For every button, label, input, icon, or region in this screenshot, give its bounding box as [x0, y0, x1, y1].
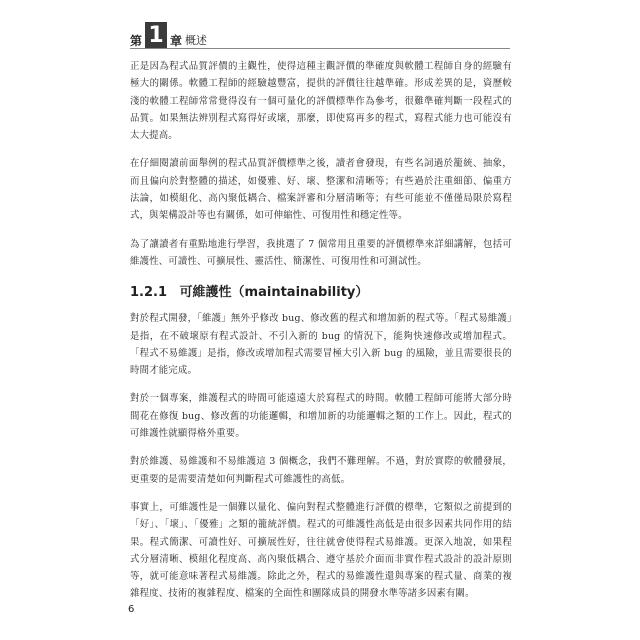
body-text — [130, 58, 512, 614]
paragraph: 對於程式開發，「維護」無外乎修改 bug、修改舊的程式和增加新的程式等。「程式易維護」是指，在不破壞原有程式設計、不引入新的 bug 的情況下，能夠快速修改或增加程式。「程式不易維護」是指，修改或增加程式需要冒極大引入新 bug 的風險，並且需要很長的時間才能完成。 — [130, 313, 512, 377]
chapter-suffix: 章 — [170, 34, 183, 48]
paragraph: 事實上，可維護性是一個難以量化、偏向對程式整體進行評價的標準，它類似之前提到的「好」、「壞」、「優雅」之類的籠統評價。程式的可維護性高低是由很多因素共同作用的結果。程式簡潔、可讀性好、可擴展性好，往往就會使得程式易維護。更深入地說，如果程式分層清晰、模組化程度高、高內聚低耦合、遵守基於介面而非實作程式設計的設計原則等，就可能意味著程式易維護。除此之外，程式的易維護性還與專案的程式量、商業的複雜程度、技術的複雜程度、檔案的全面性和團隊成員的開發水準等諸多因素有關。 — [130, 501, 512, 600]
paragraph: 為了讓讀者有重點地進行學習，我挑選了 7 個常用且重要的評價標準來詳細講解，包括可維護性、可讀性、可擴展性、靈活性、簡潔性、可復用性和可測試性。 — [130, 238, 512, 267]
chapter-title: 概述 — [185, 34, 208, 47]
chapter-header — [130, 22, 207, 48]
chapter-number-box: 1 — [145, 22, 167, 48]
page-number: 6 — [128, 604, 135, 615]
header-rule — [130, 48, 510, 49]
paragraph: 對於維護、易維護和不易維護這 3 個概念，我們不難理解。不過，對於實際的軟體發展，更重要的是需要清楚如何判斷程式可維護性的高低。 — [130, 456, 512, 485]
paragraph: 正是因為程式品質評價的主觀性，使得這種主觀評價的準確度與軟體工程師自身的經驗有極大的關係。軟體工程師的經驗越豐富，提供的評價往往越準確。形成差異的是，資歷較淺的軟體工程師常常覺得沒有一個可量化的評價標準作為參考，很難準確判斷一段程式的品質。如果無法辨別程式寫得好或壞，那麼，即使寫再多的程式，寫程式能力也可能沒有太大提高。 — [130, 61, 512, 142]
chapter-prefix: 第 — [130, 34, 143, 48]
section-heading — [130, 281, 512, 300]
section-title: 可維護性（maintainability） — [179, 285, 369, 301]
section-number: 1.2.1 — [130, 285, 168, 301]
paragraph: 對於一個專案，維護程式的時間可能遠遠大於寫程式的時間。軟體工程師可能將大部分時間花在修復 bug、修改舊的功能邏輯，和增加新的功能邏輯之類的工作上。因此，程式的可維護性就顯得格外重要。 — [130, 393, 512, 440]
paragraph: 在仔細閱讀前面舉例的程式品質評價標準之後，讀者會發現，有些名詞過於籠統、抽象，而且偏向於對整體的描述，如優雅、好、壞、整潔和清晰等；有些過於注重細節、偏重方法論，如模組化、高內聚低耦合、檔案評審和分層清晰等；有些可能並不僅僅局限於寫程式，與架構設計等也有關係，如可伸縮性、可復用性和穩定性等。 — [130, 158, 512, 222]
